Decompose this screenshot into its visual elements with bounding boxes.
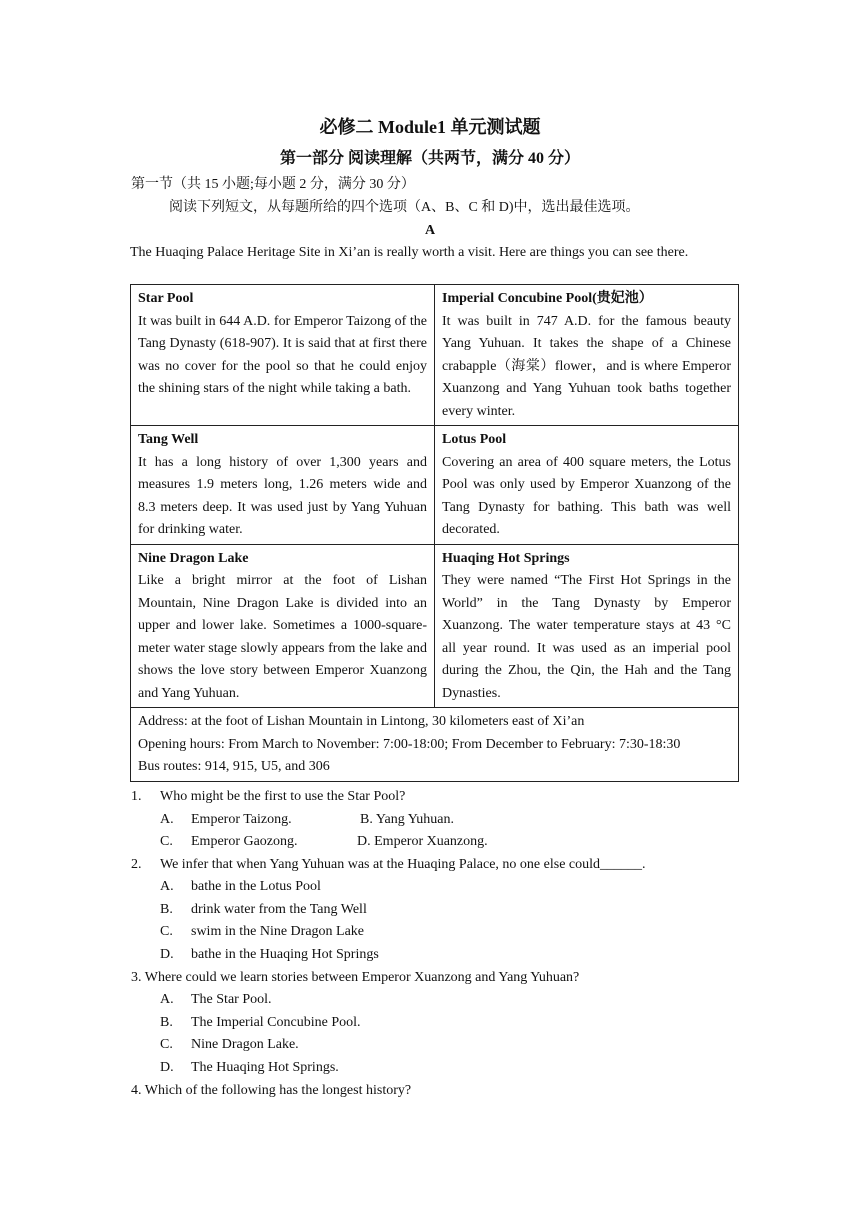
table-cell-nine-dragon-lake [131, 544, 435, 708]
bus-routes-line: Bus routes: 914, 915, U5, and 306 [138, 759, 330, 774]
address-line: Address: at the foot of Lishan Mountain in Lintong, 30 kilometers east of Xi’an [138, 714, 585, 729]
cell-body: It was built in 747 A.D. for the famous beauty Yang Yuhuan. It takes the shape of a Chinese crabapple（海棠）flower，and is where Emperor Xuanzong and Yang Yuhuan took baths together every winter. [442, 313, 731, 419]
table-footer-cell [131, 708, 739, 782]
question-number: 4. [131, 1083, 142, 1098]
table-cell-lotus-pool [435, 426, 739, 545]
opening-hours-line: Opening hours: From March to November: 7:00-18:00; From December to February: 7:30-18:30 [138, 736, 681, 752]
option-label: D. [160, 947, 174, 962]
question-text: Where could we learn stories between Emperor Xuanzong and Yang Yuhuan? [144, 970, 580, 985]
cell-title: Nine Dragon Lake [138, 550, 249, 566]
option-row [160, 1034, 299, 1057]
document-title: 必修二 Module1 单元测试题 [319, 117, 541, 137]
option-row [160, 1012, 361, 1035]
cell-title: Huaqing Hot Springs [442, 550, 570, 566]
cell-title: Star Pool [138, 291, 194, 306]
cell-body: They were named “The First Hot Springs in the World” in the Tang Dynasty by Emperor Xuanzong. The water temperature stays at 43 °C all year round. It was used as an imperial pool during the Zhou, the Qin, the Hah and the Tang Dynasties. [442, 573, 731, 701]
cell-body: Covering an area of 400 square meters, the Lotus Pool was only used by Emperor Xuanzong of the Tang Dynasty for bathing. This bath was well decorated. [442, 454, 731, 537]
option-row [160, 1057, 339, 1080]
question-text: Who might be the first to use the Star Pool? [160, 789, 406, 804]
option-label: A. [160, 812, 174, 827]
option-label: D. [357, 834, 371, 849]
option-label: C. [160, 924, 173, 939]
cell-title: Imperial Concubine Pool(贵妃池） [442, 291, 653, 306]
option-text: The Star Pool. [191, 992, 272, 1007]
table-row [131, 426, 739, 545]
question-4 [131, 1080, 741, 1103]
table-cell-star-pool [131, 285, 435, 426]
option-label: B. [360, 812, 373, 827]
option-label: B. [160, 1015, 173, 1030]
question-1 [131, 786, 741, 809]
option-text: Emperor Xuanzong. [374, 834, 488, 849]
table-cell-tang-well [131, 426, 435, 545]
option-label: A. [160, 992, 174, 1007]
cell-title: Lotus Pool [442, 432, 507, 447]
option-text: bathe in the Lotus Pool [191, 879, 321, 894]
option-text: bathe in the Huaqing Hot Springs [191, 947, 379, 962]
cell-body: Like a bright mirror at the foot of Lishan Mountain, Nine Dragon Lake is divided into an upper and lower lake. Sometimes a 1000-square-meter water stage slowly appears from the lake and shows the love story between Emperor Xuanzong and Yang Yuhuan. [138, 573, 427, 701]
part-heading: 第一部分 阅读理解（共两节，满分 40 分） [279, 150, 580, 167]
cell-body: It was built in 644 A.D. for Emperor Taizong of the Tang Dynasty (618-907). It is said that at first there was no cover for the pool so that he could enjoy the shining stars of the night while taking a bath. [138, 313, 427, 396]
question-number: 3. [131, 970, 142, 985]
attractions-table [130, 284, 739, 782]
question-text: We infer that when Yang Yuhuan was at the Huaqing Palace, no one else could______. [160, 857, 646, 872]
option-text: The Huaqing Hot Springs. [191, 1060, 339, 1075]
question-text: Which of the following has the longest history? [144, 1083, 412, 1098]
option-text: Yang Yuhuan. [375, 812, 455, 827]
option-label: A. [160, 879, 174, 894]
section-heading: 第一节（共 15 小题;每小题 2 分，满分 30 分） [131, 177, 415, 192]
passage-intro: The Huaqing Palace Heritage Site in Xi’an is really worth a visit. Here are things you can see there. [130, 245, 689, 260]
option-row [160, 831, 298, 854]
table-row [131, 708, 739, 782]
cell-title: Tang Well [138, 432, 199, 447]
cell-body: It has a long history of over 1,300 years and measures 1.9 meters long, 1.26 meters wide and 8.3 meters deep. It was used just by Yang Yuhuan for drinking water. [138, 454, 427, 537]
option-label: B. [160, 902, 173, 917]
option-text: Emperor Gaozong. [191, 834, 298, 849]
option-text: Emperor Taizong. [191, 812, 292, 827]
option-text: swim in the Nine Dragon Lake [191, 924, 365, 939]
question-number: 2. [131, 857, 142, 872]
table-row [131, 544, 739, 708]
option-row [357, 831, 488, 854]
passage-label: A [424, 223, 436, 238]
option-label: D. [160, 1060, 174, 1075]
option-row [160, 944, 379, 967]
option-row [160, 989, 272, 1012]
option-label: C. [160, 1037, 173, 1052]
option-text: The Imperial Concubine Pool. [191, 1015, 361, 1030]
option-label: C. [160, 834, 173, 849]
table-row [131, 285, 739, 426]
option-row [160, 876, 321, 899]
question-3 [131, 967, 741, 990]
option-row [360, 809, 454, 832]
option-text: Nine Dragon Lake. [191, 1037, 299, 1052]
option-row [160, 899, 367, 922]
table-cell-huaqing-hot-springs [435, 544, 739, 708]
question-2 [131, 854, 741, 877]
instructions: 阅读下列短文，从每题所给的四个选项（A、B、C 和 D)中，选出最佳选项。 [169, 200, 640, 215]
option-text: drink water from the Tang Well [191, 902, 367, 917]
option-row [160, 921, 364, 944]
table-cell-imperial-concubine-pool [435, 285, 739, 426]
option-row [160, 809, 292, 832]
question-number: 1. [131, 789, 142, 804]
